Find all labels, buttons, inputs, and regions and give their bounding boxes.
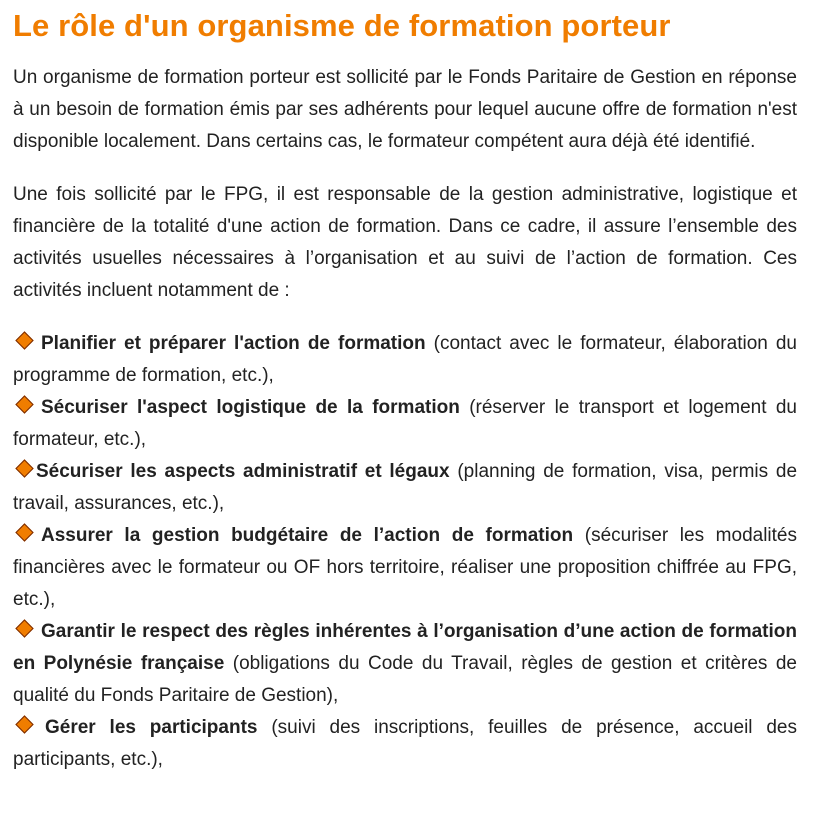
diamond-icon xyxy=(15,523,33,541)
activity-item xyxy=(13,328,797,392)
activity-title: Planifier et préparer l'action de formation xyxy=(41,333,426,354)
intro-paragraph-2: Une fois sollicité par le FPG, il est responsable de la gestion administrative, logistique et financière de la totalité d'une action de formation. Dans ce cadre, il assure l’ensemble des activités usuelles nécessaires à l’organisation et au suivi de l’action de formation. Ces activités incluent notamment de : xyxy=(13,184,797,301)
diamond-icon xyxy=(15,459,33,477)
intro-paragraph-1: Un organisme de formation porteur est sollicité par le Fonds Paritaire de Gestion en réponse à un besoin de formation émis par ses adhérents pour lequel aucune offre de formation n'est disponible localement. Dans certains cas, le formateur compétent aura déjà été identifié. xyxy=(13,67,797,152)
activity-details: (contact avec le formateur, élaboration du programme de formation, etc.), xyxy=(13,333,797,386)
page-title: Le rôle d'un organisme de formation porteur xyxy=(13,8,671,43)
diamond-icon xyxy=(15,715,33,733)
activity-details: (obligations du Code du Travail, règles de gestion et critères de qualité du Fonds Paritaire de Gestion), xyxy=(13,653,797,706)
activity-title: Sécuriser les aspects administratif et légaux xyxy=(36,461,450,482)
diamond-icon xyxy=(15,619,33,637)
activity-details: (réserver le transport et logement du formateur, etc.), xyxy=(13,397,797,450)
activity-title: Garantir le respect des règles inhérentes à l’organisation d’une action de formation en Polynésie française xyxy=(13,621,797,674)
activity-item xyxy=(13,712,797,776)
page-content xyxy=(13,0,797,776)
activity-details: (suivi des inscriptions, feuilles de présence, accueil des participants, etc.), xyxy=(13,717,797,770)
activity-details: (planning de formation, visa, permis de travail, assurances, etc.), xyxy=(13,461,798,514)
activity-list xyxy=(13,328,797,776)
diamond-icon xyxy=(15,395,33,413)
activity-title: Sécuriser l'aspect logistique de la formation xyxy=(41,397,460,418)
activity-details: (sécuriser les modalités financières avec le formateur ou OF hors territoire, réaliser une proposition chiffrée au FPG, etc.), xyxy=(13,525,798,610)
activity-item xyxy=(13,520,797,616)
activity-title: Assurer la gestion budgétaire de l’action de formation xyxy=(41,525,574,546)
activity-title: Gérer les participants xyxy=(45,717,258,738)
activity-item xyxy=(13,456,797,520)
activity-item xyxy=(13,616,797,712)
activity-item xyxy=(13,392,797,456)
diamond-icon xyxy=(15,331,33,349)
